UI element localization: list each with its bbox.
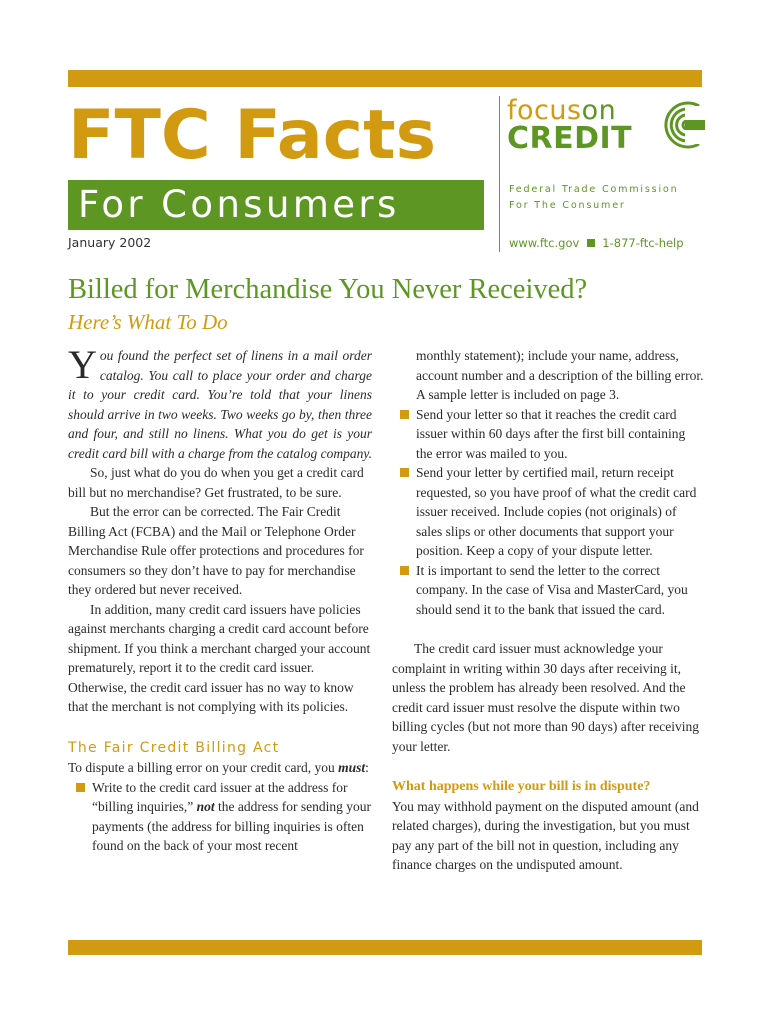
drop-cap: Y [68, 342, 97, 387]
logo-credit: CREDIT [507, 121, 633, 156]
bullet-correct-company: It is important to send the letter to the correct company. In the case of Visa and MasterCard, you should send it to the bank that issued the card. [392, 561, 704, 620]
question-heading: What happens while your bill is in dispute? [392, 779, 651, 794]
agency-name [509, 182, 678, 214]
section-title-fcba: The Fair Credit Billing Act [68, 739, 280, 756]
masthead-divider [499, 96, 500, 252]
article-subheadline: Here’s What To Do [68, 310, 228, 334]
right-column [392, 346, 704, 875]
contact-line [509, 236, 684, 250]
paragraph-acknowledge: The credit card issuer must acknowledge your complaint in writing within 30 days after receiving it, unless the problem has already been resolved. And the credit card issuer must resolve the dispute within two billing cycles (but not more than 90 days) after receiving your letter. [392, 641, 700, 754]
agency-line-1: Federal Trade Commission [509, 184, 679, 195]
bullet-square-icon [400, 468, 409, 477]
answer-paragraph: You may withhold payment on the disputed amount (and related charges), during the investigation, but you must pay any part of the bill not in question, including any finance charges on the undisputed amount. [392, 798, 699, 872]
article-headline: Billed for Merchandise You Never Received? [68, 274, 588, 305]
bottom-accent-bar [68, 940, 702, 955]
paragraph-frustration: So, just what do you do when you get a credit card bill but no merchandise? Get frustrated, to be sure. [68, 465, 364, 500]
paragraph-fcba: But the error can be corrected. The Fair Credit Billing Act (FCBA) and the Mail or Telephone Order Merchandise Rule offer protections and procedures for consumers so they don’t have to pay for merchandise they ordered but never received. [68, 504, 364, 597]
bullet-square-icon [400, 566, 409, 575]
masthead-title: FTC Facts [68, 96, 437, 175]
focus-on-credit-logo [507, 96, 703, 156]
focus-on-credit-c-icon [655, 96, 705, 154]
top-accent-bar [68, 70, 702, 87]
bullet-square-icon [400, 410, 409, 419]
paragraph-issuer-policies: In addition, many credit card issuers have policies against merchants charging a credit card account before shipment. If you think a merchant charged your account prematurely, report it to the credit card issuer. Otherwise, the credit card issuer has no way to know that the merchant is not complying with its policies. [68, 601, 371, 714]
bullet-certified-mail: Send your letter by certified mail, return receipt requested, so you have proof of what the credit card issuer received. Include copies (not originals) of sales slips or other documents that support your position. Keep a copy of your dispute letter. [392, 463, 704, 561]
masthead-subtitle: For Consumers [78, 183, 400, 226]
website-link[interactable]: www.ftc.gov [509, 236, 580, 250]
subtitle-band [68, 180, 484, 230]
phone-number: 1-877-ftc-help [602, 236, 684, 250]
bullet-continuation: monthly statement); include your name, address, account number and a description of the billing error. A sample letter is included on page 3. [416, 348, 704, 402]
separator-square-icon [587, 239, 595, 247]
left-column [68, 342, 372, 856]
issue-date: January 2002 [68, 235, 152, 250]
intro-paragraph: You found the perfect set of linens in a mail order catalog. You call to place your order and charge it to your credit card. You’re told that your linens should arrive in two weeks. Two weeks go by, then three and four, and still no linens. What you do get is your credit card bill with a charge from the catalog company. [68, 342, 372, 461]
agency-line-2: For The Consumer [509, 200, 626, 211]
bullet-60-days: Send your letter so that it reaches the credit card issuer within 60 days after the first bill containing the error was mailed to you. [392, 405, 704, 464]
logo-focus-on: focuson [507, 95, 617, 126]
bullet-square-icon [76, 783, 85, 792]
bullet-write-issuer: Write to the credit card issuer at the address for “billing inquiries,” not the address for sending your payments (the address for billing inquiries is often found on the back of your most recent [68, 778, 372, 856]
section-intro: To dispute a billing error on your credit card, you must: [68, 760, 369, 775]
